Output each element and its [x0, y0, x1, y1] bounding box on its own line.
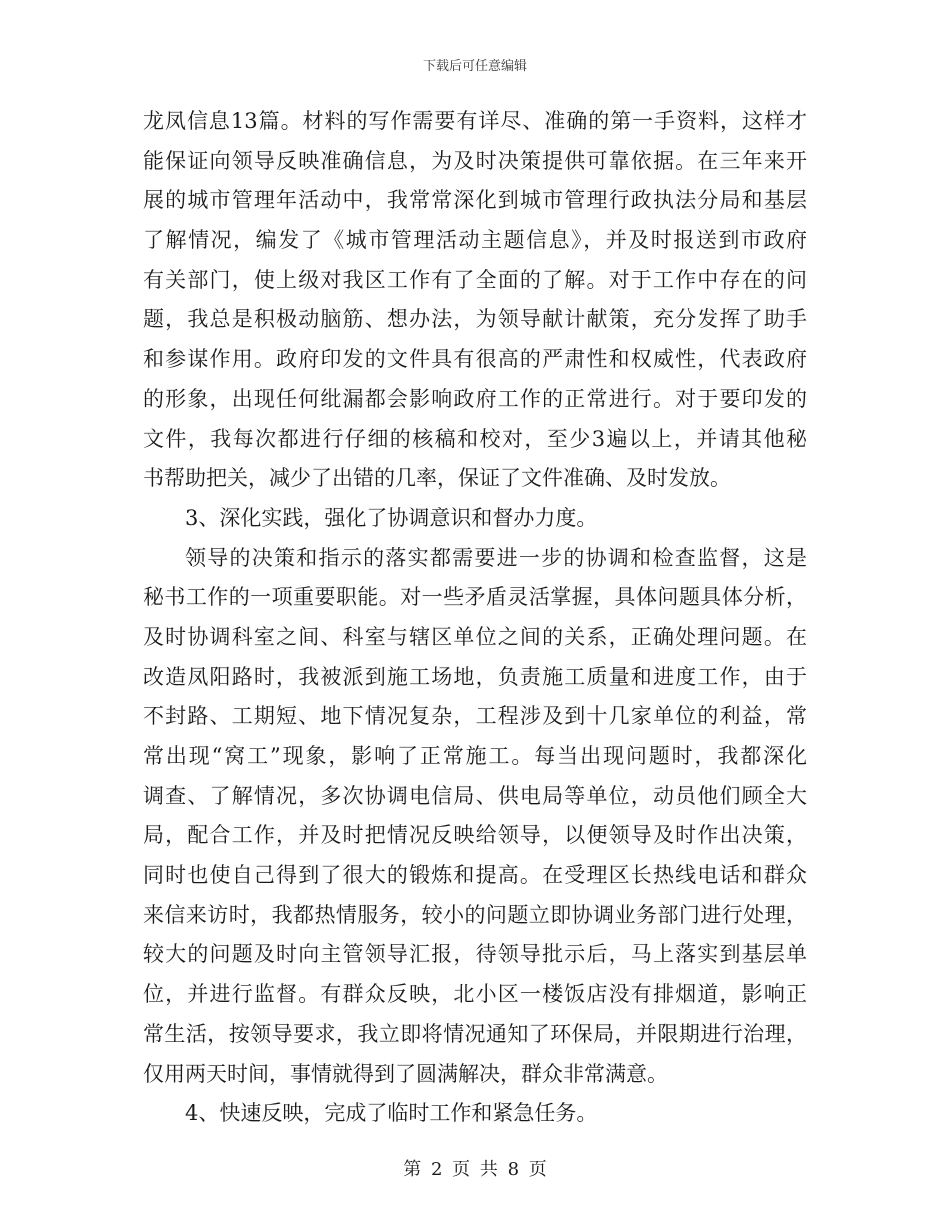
paragraph-line: 常出现“窝工”现象，影响了正常施工。每当出现问题时，我都深化: [143, 744, 807, 768]
paragraph-line: 局，配合工作，并及时把情况反映给领导，以便领导及时作出决策，: [143, 823, 807, 848]
paragraph-line: 来信来访时，我都热情服务，较小的问题立即协调业务部门进行处理，: [143, 902, 807, 927]
paragraph-line: 能保证向领导反映准确信息，为及时决策提供可靠依据。在三年来开: [143, 148, 807, 173]
paragraph-line: 不封路、工期短、地下情况复杂，工程涉及到十几家单位的利益，常: [143, 704, 807, 729]
page-number: 第 2 页 共 8 页: [403, 1159, 547, 1180]
section-heading: 3、深化实践，强化了协调意识和督办力度。: [185, 505, 598, 530]
paragraph-line: 同时也使自己得到了很大的锻炼和提高。在受理区长热线电话和群众: [143, 863, 807, 888]
paragraph-line-last: 仅用两天时间，事情就得到了圆满解决，群众非常满意。: [143, 1061, 668, 1086]
paragraph-line: 有关部门，使上级对我区工作有了全面的了解。对于工作中存在的问: [143, 267, 807, 292]
paragraph-line: 及时协调科室之间、科室与辖区单位之间的关系，正确处理问题。在: [143, 624, 807, 649]
paragraph-line: 题，我总是积极动脑筋、想办法，为领导献计献策，充分发挥了助手: [143, 307, 807, 332]
paragraph-line: 改造凤阳路时，我被派到施工场地，负责施工质量和进度工作，由于: [143, 664, 807, 689]
paragraph-line: 龙凤信息13篇。材料的写作需要有详尽、准确的第一手资料，这样才: [143, 109, 807, 133]
paragraph-line: 了解情况，编发了《城市管理活动主题信息》，并及时报送到市政府: [143, 228, 807, 253]
paragraph-line: 位，并进行监督。有群众反映，北小区一楼饭店没有排烟道，影响正: [143, 982, 807, 1007]
paragraph-first-line: 领导的决策和指示的落实都需要进一步的协调和检查监督，这是: [185, 545, 807, 570]
page-header: 下载后可任意编辑: [422, 59, 527, 74]
paragraph-line: 常生活，按领导要求，我立即将情况通知了环保局，并限期进行治理，: [143, 1021, 807, 1046]
paragraph-line: 展的城市管理年活动中，我常常深化到城市管理行政执法分局和基层: [143, 188, 807, 213]
paragraph-line: 秘书工作的一项重要职能。对一些矛盾灵活掌握，具体问题具体分析，: [143, 585, 807, 610]
document-body: [143, 102, 807, 1134]
paragraph-line: 和参谋作用。政府印发的文件具有很高的严肃性和权威性，代表政府: [143, 347, 807, 372]
paragraph-line: 的形象，出现任何纰漏都会影响政府工作的正常进行。对于要印发的: [143, 386, 807, 411]
paragraph-line: 调查、了解情况，多次协调电信局、供电局等单位，动员他们顾全大: [143, 783, 807, 808]
paragraph-line-last: 书帮助把关，减少了出错的几率，保证了文件准确、及时发放。: [143, 466, 731, 491]
paragraph-line: 文件，我每次都进行仔细的核稿和校对，至少3遍以上，并请其他秘: [143, 426, 807, 451]
paragraph-line: 较大的问题及时向主管领导汇报，待领导批示后，马上落实到基层单: [143, 942, 807, 967]
section-heading: 4、快速反映，完成了临时工作和紧急任务。: [185, 1101, 598, 1126]
